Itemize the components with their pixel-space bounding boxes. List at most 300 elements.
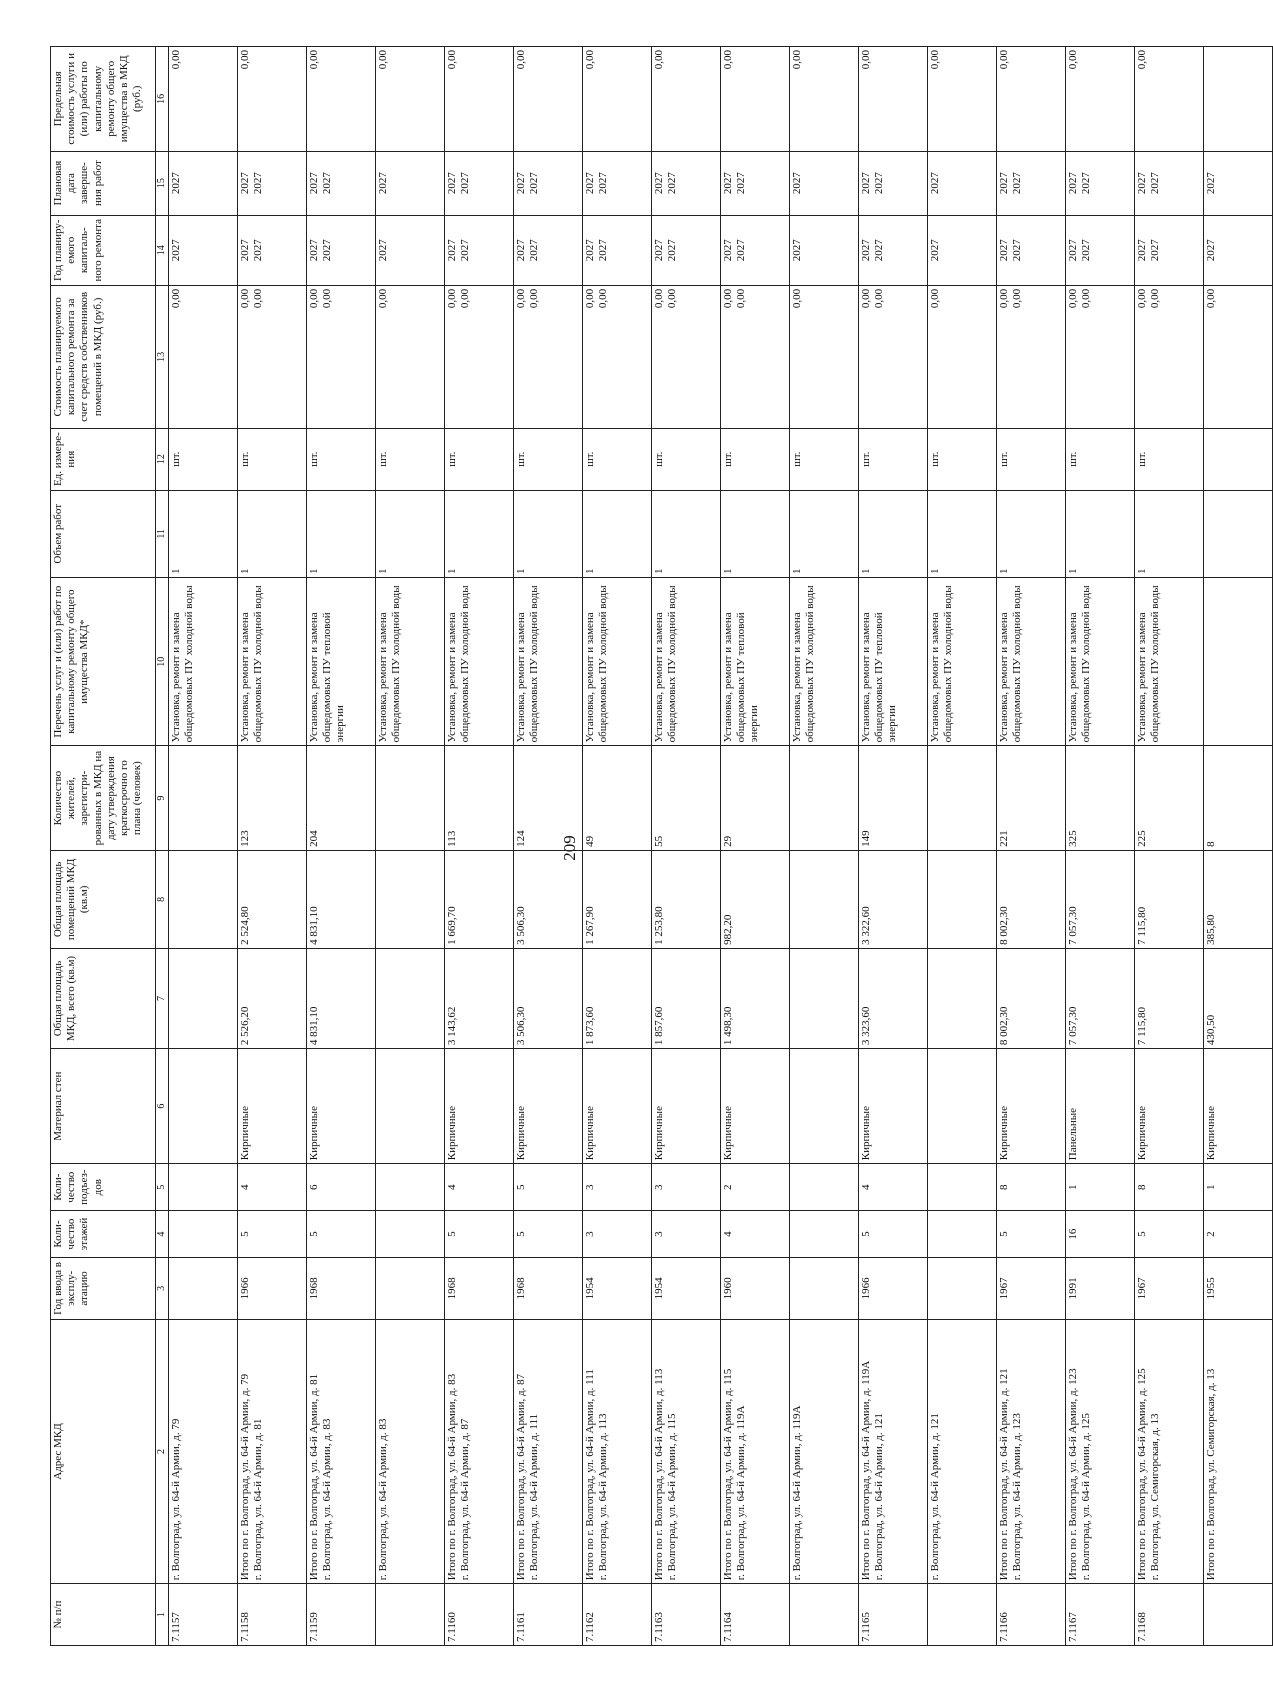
work-volume-cell: 1 — [721, 490, 790, 577]
works-list-cell — [169, 577, 238, 745]
floors-cell: 5 — [238, 1211, 307, 1258]
planned-year-value: 2027 — [722, 239, 734, 262]
limit-cost-cell: 0,00 — [376, 47, 445, 152]
row-number-cell: 7.1159 — [307, 1584, 376, 1646]
address-cell — [928, 1319, 997, 1583]
total-area-cell: 8 002,30 — [997, 948, 1066, 1048]
residents-cell: 29 — [721, 746, 790, 850]
works-list-cell — [307, 577, 376, 745]
planned-year-cell — [238, 215, 307, 285]
entrances-cell: 8 — [997, 1164, 1066, 1211]
completion-date-value: 2027 — [528, 172, 541, 195]
works-list-value: Установка, ремонт и замена общедомовых ПУ холодной воды — [239, 585, 265, 743]
address-text: г. Волгоград, ул. 64-й Армии, д. 111 — [528, 1413, 541, 1581]
total-area-cell: 3 323,60 — [859, 948, 928, 1048]
work-volume-cell: 1 — [997, 490, 1066, 577]
header-cell: Ед. измере-ния — [51, 428, 156, 490]
header-cell: Перечень услуг и (или) работ по капитальному ремонту общего имущества МКД* — [51, 577, 156, 745]
cost-value: 0,00 — [170, 288, 182, 309]
cost-value: 0,00 — [1011, 288, 1024, 309]
completion-date-value: 2027 — [597, 172, 610, 195]
cost-value: 0,00 — [446, 288, 458, 309]
column-number-cell: 13 — [156, 285, 169, 428]
address-cell — [721, 1319, 790, 1583]
planned-year-value: 2027 — [1136, 239, 1148, 262]
header-row — [51, 47, 156, 1646]
planned-year-cell — [583, 215, 652, 285]
cost-cell — [1204, 285, 1273, 428]
year-built-cell: 1954 — [583, 1258, 652, 1320]
address-cell — [583, 1319, 652, 1583]
year-built-cell: 1955 — [1204, 1258, 1273, 1320]
premises-area-cell: 1 669,70 — [445, 850, 514, 948]
entrances-cell: 3 — [583, 1164, 652, 1211]
column-number-cell: 3 — [156, 1258, 169, 1320]
year-built-cell — [376, 1258, 445, 1320]
cost-value: 0,00 — [653, 288, 665, 309]
total-area-cell — [376, 948, 445, 1048]
row-number-cell: 7.1158 — [238, 1584, 307, 1646]
wall-material-cell: Кирпичные — [997, 1049, 1066, 1164]
address-cell — [1066, 1319, 1135, 1583]
table-row — [652, 47, 721, 1646]
cost-cell — [997, 285, 1066, 428]
table-row — [514, 47, 583, 1646]
completion-date-cell — [307, 151, 376, 215]
entrances-cell: 4 — [445, 1164, 514, 1211]
unit-cell: шт. — [514, 428, 583, 490]
works-list-value: Установка, ремонт и замена общедомовых ПУ холодной воды — [1136, 585, 1162, 743]
works-list-value: Установка, ремонт и замена общедомовых ПУ холодной воды — [1067, 585, 1093, 743]
planned-year-cell — [514, 215, 583, 285]
planned-year-value: 2027 — [239, 239, 251, 262]
row-number-cell — [376, 1584, 445, 1646]
table-row — [169, 47, 238, 1646]
address-text: г. Волгоград, ул. 64-й Армии, д. 81 — [252, 1418, 265, 1581]
address-cell — [790, 1319, 859, 1583]
residents-cell: 123 — [238, 746, 307, 850]
limit-cost-cell: 0,00 — [169, 47, 238, 152]
total-label: Итого по г. Волгоград, ул. 64-й Армии, д. 81 — [308, 1373, 320, 1581]
planned-year-cell — [859, 215, 928, 285]
completion-date-cell — [1135, 151, 1204, 215]
total-label: Итого по г. Волгоград, ул. 64-й Армии, д. 87 — [515, 1373, 527, 1581]
table-row — [928, 47, 997, 1646]
completion-date-value: 2027 — [1011, 172, 1024, 195]
residents-cell: 124 — [514, 746, 583, 850]
wall-material-cell: Кирпичные — [445, 1049, 514, 1164]
floors-cell: 5 — [997, 1211, 1066, 1258]
total-area-cell: 7 057,30 — [1066, 948, 1135, 1048]
planned-year-value: 2027 — [791, 239, 803, 262]
works-list-cell — [652, 577, 721, 745]
cost-value: 0,00 — [735, 288, 748, 309]
cost-value: 0,00 — [308, 288, 320, 309]
year-built-cell: 1966 — [859, 1258, 928, 1320]
unit-cell: шт. — [238, 428, 307, 490]
completion-date-cell — [928, 151, 997, 215]
residents-cell: 204 — [307, 746, 376, 850]
total-label: Итого по г. Волгоград, ул. 64-й Армии, д. 115 — [722, 1368, 734, 1581]
completion-date-value: 2027 — [735, 172, 748, 195]
unit-cell: шт. — [169, 428, 238, 490]
unit-cell: шт. — [997, 428, 1066, 490]
wall-material-cell: Кирпичные — [652, 1049, 721, 1164]
total-area-cell — [928, 948, 997, 1048]
page-number-text: 209 — [560, 835, 579, 861]
limit-cost-cell: 0,00 — [238, 47, 307, 152]
work-volume-cell: 1 — [445, 490, 514, 577]
address-cell — [445, 1319, 514, 1583]
total-label: Итого по г. Волгоград, ул. 64-й Армии, д. 111 — [584, 1369, 596, 1581]
address-text: г. Волгоград, ул. 64-й Армии, д. 115 — [666, 1413, 679, 1581]
unit-cell: шт. — [376, 428, 445, 490]
year-built-cell: 1968 — [445, 1258, 514, 1320]
year-built-cell — [169, 1258, 238, 1320]
work-volume-cell: 1 — [238, 490, 307, 577]
completion-date-cell — [445, 151, 514, 215]
total-area-cell: 4 831,10 — [307, 948, 376, 1048]
address-cell — [307, 1319, 376, 1583]
unit-cell: шт. — [790, 428, 859, 490]
works-list-cell — [721, 577, 790, 745]
residents-cell: 55 — [652, 746, 721, 850]
planned-year-value: 2027 — [1011, 239, 1024, 262]
cost-value: 0,00 — [666, 288, 679, 309]
floors-cell: 3 — [652, 1211, 721, 1258]
wall-material-cell: Кирпичные — [238, 1049, 307, 1164]
address-text: г. Волгоград, ул. 64-й Армии, д. 79 — [170, 1418, 182, 1581]
premises-area-cell: 385,80 — [1204, 850, 1273, 948]
address-text: г. Волгоград, ул. 64-й Армии, д. 83 — [321, 1418, 334, 1581]
unit-cell: шт. — [583, 428, 652, 490]
total-label: Итого по г. Волгоград, ул. Семигорская, д. 13 — [1205, 1368, 1217, 1581]
cost-value: 0,00 — [377, 288, 389, 309]
floors-cell: 5 — [1135, 1211, 1204, 1258]
column-number-cell: 12 — [156, 428, 169, 490]
column-number-cell: 15 — [156, 151, 169, 215]
limit-cost-cell: 0,00 — [583, 47, 652, 152]
unit-cell: шт. — [721, 428, 790, 490]
header-cell: Плановая дата заверше-ния работ — [51, 151, 156, 215]
works-list-value: Установка, ремонт и замена общедомовых ПУ тепловой энергии — [308, 612, 347, 743]
limit-cost-cell: 0,00 — [1135, 47, 1204, 152]
column-number-cell: 14 — [156, 215, 169, 285]
cost-value: 0,00 — [929, 288, 941, 309]
completion-date-value: 2027 — [459, 172, 472, 195]
limit-cost-cell: 0,00 — [514, 47, 583, 152]
works-list-value: Установка, ремонт и замена общедомовых ПУ холодной воды — [377, 585, 403, 743]
completion-date-cell — [790, 151, 859, 215]
cost-cell — [652, 285, 721, 428]
year-built-cell: 1991 — [1066, 1258, 1135, 1320]
total-area-cell: 1 873,60 — [583, 948, 652, 1048]
planned-year-value: 2027 — [860, 239, 872, 262]
cost-cell — [169, 285, 238, 428]
total-area-cell: 3 143,62 — [445, 948, 514, 1048]
column-number-cell: 8 — [156, 850, 169, 948]
wall-material-cell: Кирпичные — [1204, 1049, 1273, 1164]
completion-date-cell — [997, 151, 1066, 215]
planned-year-value: 2027 — [1080, 239, 1093, 262]
completion-date-value: 2027 — [791, 172, 803, 195]
row-number-cell — [928, 1584, 997, 1646]
work-volume-cell: 1 — [1135, 490, 1204, 577]
column-number-cell: 4 — [156, 1211, 169, 1258]
entrances-cell — [790, 1164, 859, 1211]
completion-date-value: 2027 — [873, 172, 886, 195]
wall-material-cell: Кирпичные — [514, 1049, 583, 1164]
limit-cost-cell: 0,00 — [928, 47, 997, 152]
completion-date-value: 2027 — [1205, 172, 1217, 195]
total-label: Итого по г. Волгоград, ул. 64-й Армии, д. 113 — [653, 1368, 665, 1581]
header-cell: Коли-чество подъез-дов — [51, 1164, 156, 1211]
cost-cell — [790, 285, 859, 428]
completion-date-cell — [583, 151, 652, 215]
completion-date-value: 2027 — [722, 172, 734, 195]
address-cell — [1135, 1319, 1204, 1583]
year-built-cell: 1966 — [238, 1258, 307, 1320]
total-label: Итого по г. Волгоград, ул. 64-й Армии, д. 125 — [1136, 1368, 1148, 1581]
works-list-cell — [238, 577, 307, 745]
cost-value: 0,00 — [252, 288, 265, 309]
planned-year-cell — [445, 215, 514, 285]
address-cell — [376, 1319, 445, 1583]
header-cell: Общая площадь МКД, всего (кв.м) — [51, 948, 156, 1048]
entrances-cell: 3 — [652, 1164, 721, 1211]
floors-cell — [790, 1211, 859, 1258]
planned-year-value: 2027 — [252, 239, 265, 262]
planned-year-value: 2027 — [1205, 239, 1217, 262]
row-number-cell: 7.1161 — [514, 1584, 583, 1646]
planned-year-cell — [721, 215, 790, 285]
capital-repair-table — [50, 46, 1273, 1646]
address-cell — [169, 1319, 238, 1583]
row-number-cell — [790, 1584, 859, 1646]
table-row — [997, 47, 1066, 1646]
total-area-cell: 1 498,30 — [721, 948, 790, 1048]
residents-cell — [790, 746, 859, 850]
cost-value: 0,00 — [860, 288, 872, 309]
column-number-cell: 16 — [156, 47, 169, 152]
floors-cell — [928, 1211, 997, 1258]
header-cell: Материал стен — [51, 1049, 156, 1164]
residents-cell: 149 — [859, 746, 928, 850]
cost-cell — [307, 285, 376, 428]
works-list-cell — [859, 577, 928, 745]
entrances-cell: 1 — [1066, 1164, 1135, 1211]
planned-year-value: 2027 — [1149, 239, 1162, 262]
floors-cell: 5 — [514, 1211, 583, 1258]
year-built-cell: 1967 — [1135, 1258, 1204, 1320]
address-cell — [1204, 1319, 1273, 1583]
completion-date-value: 2027 — [308, 172, 320, 195]
unit-cell: шт. — [1135, 428, 1204, 490]
cost-cell — [928, 285, 997, 428]
planned-year-value: 2027 — [528, 239, 541, 262]
table-row — [583, 47, 652, 1646]
unit-cell: шт. — [1066, 428, 1135, 490]
planned-year-value: 2027 — [1067, 239, 1079, 262]
works-list-cell — [376, 577, 445, 745]
work-volume-cell: 1 — [652, 490, 721, 577]
works-list-value: Установка, ремонт и замена общедомовых ПУ холодной воды — [515, 585, 541, 743]
planned-year-value: 2027 — [459, 239, 472, 262]
entrances-cell: 8 — [1135, 1164, 1204, 1211]
cost-cell — [1066, 285, 1135, 428]
cost-value: 0,00 — [528, 288, 541, 309]
work-volume-cell: 1 — [169, 490, 238, 577]
premises-area-cell: 2 524,80 — [238, 850, 307, 948]
work-volume-cell: 1 — [928, 490, 997, 577]
works-list-cell — [583, 577, 652, 745]
year-built-cell: 1967 — [997, 1258, 1066, 1320]
wall-material-cell — [376, 1049, 445, 1164]
completion-date-cell — [652, 151, 721, 215]
residents-cell — [928, 746, 997, 850]
wall-material-cell — [790, 1049, 859, 1164]
unit-cell: шт. — [652, 428, 721, 490]
cost-value: 0,00 — [791, 288, 803, 309]
year-built-cell: 1968 — [514, 1258, 583, 1320]
unit-cell: шт. — [445, 428, 514, 490]
table-row — [376, 47, 445, 1646]
cost-cell — [238, 285, 307, 428]
total-area-cell: 2 526,20 — [238, 948, 307, 1048]
planned-year-cell — [1135, 215, 1204, 285]
table-row — [1204, 47, 1273, 1646]
year-built-cell: 1954 — [652, 1258, 721, 1320]
unit-cell: шт. — [859, 428, 928, 490]
completion-date-cell — [859, 151, 928, 215]
header-cell: Объем работ — [51, 490, 156, 577]
address-text: г. Волгоград, ул. 64-й Армии, д. 121 — [929, 1413, 941, 1581]
completion-date-value: 2027 — [515, 172, 527, 195]
table-row — [721, 47, 790, 1646]
planned-year-cell — [790, 215, 859, 285]
header-cell: Общая площадь помещений МКД (кв.м) — [51, 850, 156, 948]
row-number-cell: 7.1168 — [1135, 1584, 1204, 1646]
planned-year-cell — [376, 215, 445, 285]
planned-year-cell — [652, 215, 721, 285]
row-number-cell: 7.1165 — [859, 1584, 928, 1646]
cost-cell — [859, 285, 928, 428]
work-volume-cell — [1204, 490, 1273, 577]
work-volume-cell: 1 — [859, 490, 928, 577]
header-cell: Год планиру-емого капиталь-ного ремонта — [51, 215, 156, 285]
planned-year-value: 2027 — [929, 239, 941, 262]
row-number-cell: 7.1163 — [652, 1584, 721, 1646]
completion-date-value: 2027 — [1149, 172, 1162, 195]
year-built-cell: 1968 — [307, 1258, 376, 1320]
header-cell: Стоимость планируемого капитального ремонта за счет средств собственников помещений в МКД (руб.) — [51, 285, 156, 428]
planned-year-cell — [307, 215, 376, 285]
planned-year-cell — [928, 215, 997, 285]
works-list-cell — [928, 577, 997, 745]
entrances-cell — [928, 1164, 997, 1211]
completion-date-value: 2027 — [860, 172, 872, 195]
total-area-cell: 430,50 — [1204, 948, 1273, 1048]
residents-cell: 325 — [1066, 746, 1135, 850]
completion-date-value: 2027 — [252, 172, 265, 195]
completion-date-cell — [238, 151, 307, 215]
cost-value: 0,00 — [1149, 288, 1162, 309]
cost-value: 0,00 — [597, 288, 610, 309]
residents-cell — [376, 746, 445, 850]
year-built-cell — [928, 1258, 997, 1320]
total-area-cell: 7 115,80 — [1135, 948, 1204, 1048]
work-volume-cell: 1 — [583, 490, 652, 577]
completion-date-value: 2027 — [1136, 172, 1148, 195]
floors-cell: 5 — [307, 1211, 376, 1258]
address-text: г. Волгоград, ул. 64-й Армии, д. 125 — [1080, 1413, 1093, 1581]
floors-cell — [169, 1211, 238, 1258]
premises-area-cell: 8 002,30 — [997, 850, 1066, 948]
completion-date-cell — [169, 151, 238, 215]
premises-area-cell — [928, 850, 997, 948]
premises-area-cell — [169, 850, 238, 948]
wall-material-cell — [169, 1049, 238, 1164]
column-number-cell: 11 — [156, 490, 169, 577]
row-number-cell: 7.1160 — [445, 1584, 514, 1646]
cost-value: 0,00 — [459, 288, 472, 309]
address-cell — [238, 1319, 307, 1583]
premises-area-cell — [790, 850, 859, 948]
row-number-cell: 7.1162 — [583, 1584, 652, 1646]
completion-date-cell — [721, 151, 790, 215]
cost-cell — [721, 285, 790, 428]
address-text: г. Волгоград, ул. 64-й Армии, д. 83 — [377, 1418, 389, 1581]
works-list-cell — [1204, 577, 1273, 745]
work-volume-cell: 1 — [1066, 490, 1135, 577]
planned-year-value: 2027 — [377, 239, 389, 262]
cost-value: 0,00 — [998, 288, 1010, 309]
address-cell — [997, 1319, 1066, 1583]
residents-cell: 8 — [1204, 746, 1273, 850]
limit-cost-cell: 0,00 — [790, 47, 859, 152]
wall-material-cell: Кирпичные — [583, 1049, 652, 1164]
cost-value: 0,00 — [1136, 288, 1148, 309]
completion-date-value: 2027 — [377, 172, 389, 195]
works-list-cell — [790, 577, 859, 745]
residents-cell: 113 — [445, 746, 514, 850]
works-list-cell — [445, 577, 514, 745]
wall-material-cell — [928, 1049, 997, 1164]
completion-date-value: 2027 — [929, 172, 941, 195]
limit-cost-cell: 0,00 — [721, 47, 790, 152]
premises-area-cell: 7 057,30 — [1066, 850, 1135, 948]
planned-year-cell — [1204, 215, 1273, 285]
total-label: Итого по г. Волгоград, ул. 64-й Армии, д. 79 — [239, 1373, 251, 1581]
work-volume-cell: 1 — [376, 490, 445, 577]
table-body — [169, 47, 1273, 1646]
planned-year-cell — [169, 215, 238, 285]
entrances-cell: 6 — [307, 1164, 376, 1211]
completion-date-cell — [1066, 151, 1135, 215]
table-row — [445, 47, 514, 1646]
column-number-cell: 2 — [156, 1319, 169, 1583]
row-number-cell: 7.1157 — [169, 1584, 238, 1646]
completion-date-cell — [514, 151, 583, 215]
planned-year-value: 2027 — [653, 239, 665, 262]
header-cell: Предельная стоимость услуги и (или) работы по капитальному ремонту общего имущества в МКД (руб.) — [51, 47, 156, 152]
work-volume-cell: 1 — [514, 490, 583, 577]
column-number-cell: 6 — [156, 1049, 169, 1164]
unit-cell: шт. — [928, 428, 997, 490]
works-list-value: Установка, ремонт и замена общедомовых ПУ тепловой энергии — [722, 612, 761, 743]
column-number-row — [156, 47, 169, 1646]
wall-material-cell: Панельные — [1066, 1049, 1135, 1164]
